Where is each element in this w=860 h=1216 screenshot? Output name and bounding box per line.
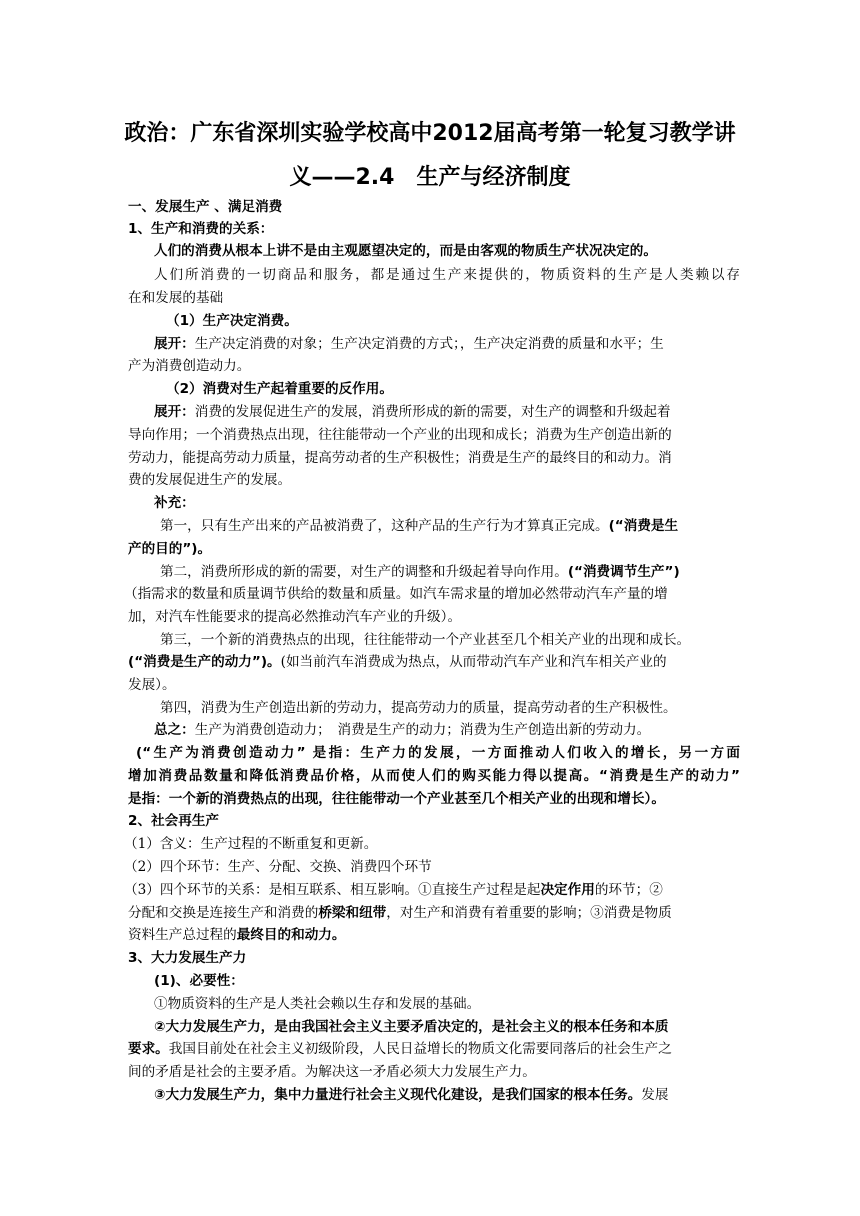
paragraph-line	[154, 721, 740, 739]
paragraph-line: ②大力发展生产力，是由我国社会主义主要矛盾决定的，是社会主义的根本任务和本质	[154, 1019, 669, 1035]
expand-label: 展开：	[154, 404, 195, 420]
paragraph-line	[128, 904, 740, 922]
paragraph-text: （3）四个环节的关系：是相互联系、相互影响。①直接生产过程是起	[124, 882, 541, 898]
point-heading: （1）生产决定消费。	[166, 313, 298, 329]
paragraph-line: 产为消费创造动力。	[128, 358, 251, 374]
emphasis-text: (“消费调节生产”)	[567, 564, 680, 580]
document-title-line-2: 义——2.4 生产与经济制度	[289, 165, 571, 190]
paragraph-line: 费的发展促进生产的发展。	[128, 472, 292, 488]
emphasis-text: 要求。	[128, 1041, 169, 1057]
paragraph-line: （指需求的数量和质量调节供给的数量和质量。如汽车需求量的增加必然带动汽车产量的增	[124, 586, 668, 602]
paragraph-line	[124, 881, 740, 899]
paragraph-line: 是指：一个新的消费热点的出现，往往能带动一个产业甚至几个相关产业的出现和增长）。	[128, 791, 665, 807]
paragraph-line	[128, 653, 740, 671]
paragraph-line: 第三，一个新的消费热点的出现，往往能带动一个产业甚至几个相关产业的出现和成长。	[160, 632, 691, 648]
section-1-heading: 一、发展生产 、满足消费	[128, 199, 283, 215]
paragraph-text: 消费的发展促进生产的发展，消费所形成的新的需要，对生产的调整和升级起着	[194, 404, 671, 420]
paragraph-line	[154, 403, 740, 421]
key-point-paragraph: 人们的消费从根本上讲不是由主观愿望决定的，而是由客观的物质生产状况决定的。	[154, 243, 657, 259]
emphasis-text: (“消费是生	[608, 518, 679, 534]
paragraph-line: 间的矛盾是社会的主要矛盾。为解决这一矛盾必须大力发展生产力。	[128, 1064, 536, 1080]
point-heading: (1)、必要性：	[154, 973, 244, 989]
paragraph-line: （1）含义：生产过程的不断重复和更新。	[124, 836, 378, 852]
paragraph-line: 加，对汽车性能要求的提高必然推动汽车产业的升级）。	[128, 609, 462, 625]
subsection-1-heading: 1、生产和消费的关系：	[128, 221, 274, 237]
emphasis-text: 桥梁和纽带	[318, 905, 387, 921]
paragraph-text: 资料生产总过程的	[128, 927, 237, 943]
paragraph-text: 第二，消费所形成的新的需要，对生产的调整和升级起着导向作用。	[160, 564, 568, 580]
paragraph-line: 第四，消费为生产创造出新的劳动力，提高劳动力的质量，提高劳动者的生产积极性。	[160, 700, 677, 716]
paragraph-line: 增加消费品数量和降低消费品价格，从而使人们的购买能力得以提高。“消费是生产的动力”	[128, 768, 740, 784]
paragraph-text: 我国目前处在社会主义初级阶段，人民日益增长的物质文化需要同落后的社会生产之	[168, 1041, 672, 1057]
paragraph-line: 发展）。	[128, 677, 176, 693]
supplement-label: 补充：	[154, 495, 195, 511]
paragraph-line: 在和发展的基础	[128, 290, 224, 306]
document-title-line-1: 政治：广东省深圳实验学校高中2012届高考第一轮复习教学讲	[124, 121, 736, 146]
expand-label: 展开：	[154, 336, 195, 352]
paragraph-text: 分配和交换是连接生产和消费的	[128, 905, 319, 921]
subsection-2-heading: 2、社会再生产	[128, 813, 220, 829]
paragraph-line: 导向作用；一个消费热点出现，往往能带动一个产业的出现和成长；消费为生产创造出新的	[128, 427, 672, 443]
emphasis-text: 决定作用	[540, 882, 595, 898]
paragraph-text: 生产决定消费的对象；生产决定消费的方式；，生产决定消费的质量和水平；生	[194, 336, 664, 352]
paragraph-text: ，对生产和消费有着重要的影响；③消费是物质	[386, 905, 672, 921]
subsection-3-heading: 3、大力发展生产力	[128, 950, 247, 966]
paragraph-line: 人们所消费的一切商品和服务，都是通过生产来提供的，物质资料的生产是人类赖以存	[154, 267, 740, 283]
paragraph-line	[154, 1086, 740, 1104]
paragraph-line	[160, 517, 740, 535]
paragraph-line: 劳动力，能提高劳动力质量，提高劳动者的生产积极性；消费是生产的最终目的和动力。消	[128, 450, 672, 466]
paragraph-line	[154, 335, 740, 353]
paragraph-text: 的环节；②	[594, 882, 663, 898]
paragraph-text: 第一，只有生产出来的产品被消费了，这种产品的生产行为才算真正完成。	[160, 518, 609, 534]
summary-label: 总之：	[154, 722, 195, 738]
paragraph-line	[128, 926, 740, 944]
paragraph-text: (如当前汽车消费成为热点，从而带动汽车产业和汽车相关产业的	[280, 654, 667, 670]
paragraph-line	[160, 563, 740, 581]
paragraph-text: 生产为消费创造动力； 消费是生产的动力；消费为生产创造出新的劳动力。	[194, 722, 651, 738]
emphasis-text: ③大力发展生产力，集中力量进行社会主义现代化建设，是我们国家的根本任务。	[154, 1087, 642, 1103]
emphasis-text: (“消费是生产的动力”)。	[128, 654, 281, 670]
paragraph-line	[128, 1040, 740, 1058]
paragraph-line: 产的目的”)。	[128, 541, 212, 557]
paragraph-line: (“生产为消费创造动力” 是指：生产力的发展，一方面推动人们收入的增长，另一方面	[136, 745, 740, 761]
paragraph-text: 发展	[641, 1087, 669, 1103]
point-heading: （2）消费对生产起着重要的反作用。	[166, 381, 393, 397]
paragraph-line: （2）四个环节：生产、分配、交换、消费四个环节	[124, 859, 432, 875]
paragraph-line: ①物质资料的生产是人类社会赖以生存和发展的基础。	[154, 996, 481, 1012]
emphasis-text: 最终目的和动力。	[236, 927, 346, 943]
